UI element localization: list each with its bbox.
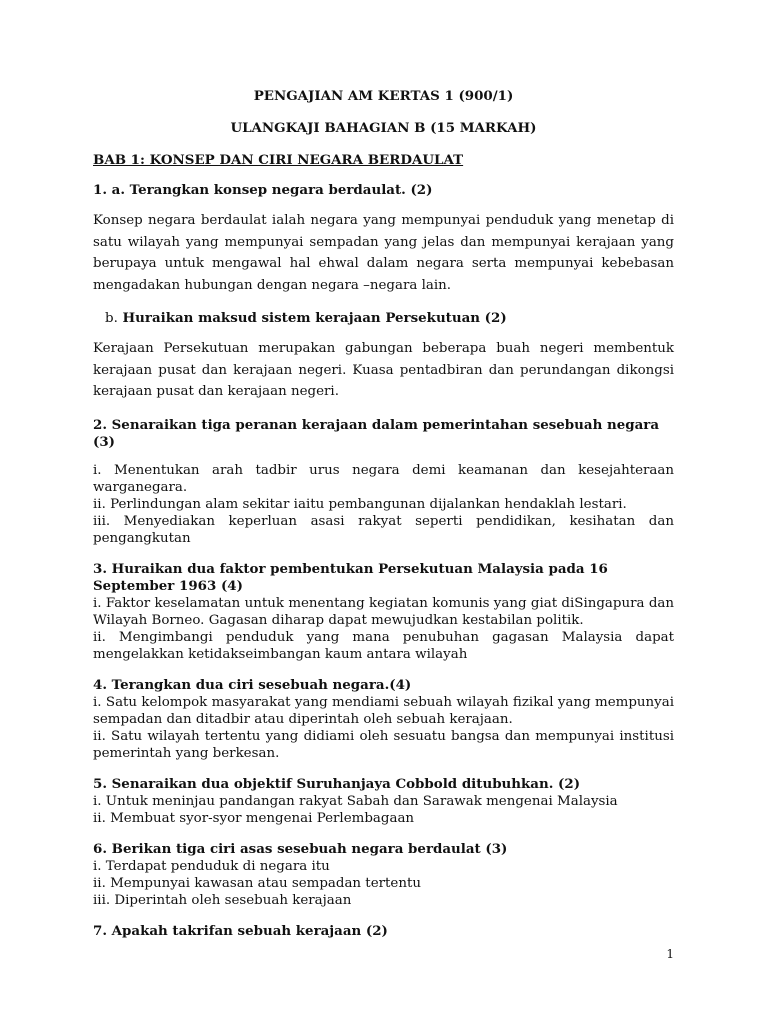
answer-6-item-1: i. Terdapat penduduk di negara itu bbox=[93, 858, 330, 874]
paper-title: PENGAJIAN AM KERTAS 1 (900/1) bbox=[253, 88, 514, 104]
question-3-section bbox=[93, 561, 674, 663]
question-5: 5. Senaraikan dua objektif Suruhanjaya Cobbold ditubuhkan. (2) bbox=[93, 775, 581, 792]
question-1b bbox=[105, 310, 674, 327]
question-6-section bbox=[93, 841, 674, 909]
answer-2-item-3: iii. Menyediakan keperluan asasi rakyat seperti pendidikan, kesihatan dan pengangkutan bbox=[93, 513, 674, 546]
answer-5-item-2: ii. Membuat syor-syor mengenai Perlembagaan bbox=[93, 810, 415, 826]
question-1b-letter: b. bbox=[105, 311, 118, 326]
answer-1b: Kerajaan Persekutuan merupakan gabungan beberapa buah negeri membentuk kerajaan pusat dan kerajaan negeri. Kuasa pentadbiran dan perundangan dikongsi kerajaan pusat dan kerajaan negeri. bbox=[93, 341, 674, 399]
section-title: ULANGKAJI BAHAGIAN B (15 MARKAH) bbox=[230, 120, 537, 136]
answer-1a: Konsep negara berdaulat ialah negara yang mempunyai penduduk yang menetap di satu wilayah yang mempunyai sempadan yang jelas dan mempunyai kerajaan yang berupaya untuk mengawal hal ehwal dalam negara serta mempunyai kebebasan mengadakan hubungan dengan negara –negara lain. bbox=[93, 213, 674, 293]
question-4: 4. Terangkan dua ciri sesebuah negara.(4) bbox=[93, 676, 412, 693]
page-number: 1 bbox=[666, 947, 674, 961]
chapter-heading: BAB 1: KONSEP DAN CIRI NEGARA BERDAULAT bbox=[93, 152, 464, 168]
answer-4-item-1: i. Satu kelompok masyarakat yang mendiami sebuah wilayah fizikal yang mempunyai sempadan dan ditadbir atau diperintah oleh sebuah kerajaan. bbox=[93, 694, 674, 727]
answer-3-item-1: i. Faktor keselamatan untuk menentang kegiatan komunis yang giat diSingapura dan Wilayah Borneo. Gagasan diharap dapat mewujudkan kestabilan politik. bbox=[93, 595, 674, 628]
question-6: 6. Berikan tiga ciri asas sesebuah negara berdaulat (3) bbox=[93, 840, 508, 857]
question-7: 7. Apakah takrifan sebuah kerajaan (2) bbox=[93, 922, 388, 939]
answer-3-item-2: ii. Mengimbangi penduduk yang mana penubuhan gagasan Malaysia dapat mengelakkan ketidakseimbangan kaum antara wilayah bbox=[93, 629, 674, 662]
question-2: 2. Senaraikan tiga peranan kerajaan dalam pemerintahan sesebuah negara (3) bbox=[93, 416, 660, 450]
answer-2-item-2: ii. Perlindungan alam sekitar iaitu pembangunan dijalankan hendaklah lestari. bbox=[93, 496, 627, 512]
question-5-section bbox=[93, 776, 674, 827]
question-2-section bbox=[93, 417, 674, 547]
answer-6-item-3: iii. Diperintah oleh sesebuah kerajaan bbox=[93, 892, 352, 908]
question-4-section bbox=[93, 677, 674, 762]
question-1a: 1. a. Terangkan konsep negara berdaulat. (2) bbox=[93, 182, 433, 198]
answer-2-item-1: i. Menentukan arah tadbir urus negara demi keamanan dan kesejahteraan warganegara. bbox=[93, 462, 674, 495]
answer-4-item-2: ii. Satu wilayah tertentu yang didiami oleh sesuatu bangsa dan mempunyai institusi pemerintah yang berkesan. bbox=[93, 728, 674, 761]
question-1b-text: Huraikan maksud sistem kerajaan Persekutuan (2) bbox=[122, 310, 507, 326]
answer-5-item-1: i. Untuk meninjau pandangan rakyat Sabah dan Sarawak mengenai Malaysia bbox=[93, 793, 618, 809]
question-3: 3. Huraikan dua faktor pembentukan Persekutuan Malaysia pada 16 September 1963 (4) bbox=[93, 560, 608, 594]
document-content bbox=[93, 88, 674, 940]
answer-6-item-2: ii. Mempunyai kawasan atau sempadan tertentu bbox=[93, 875, 421, 891]
